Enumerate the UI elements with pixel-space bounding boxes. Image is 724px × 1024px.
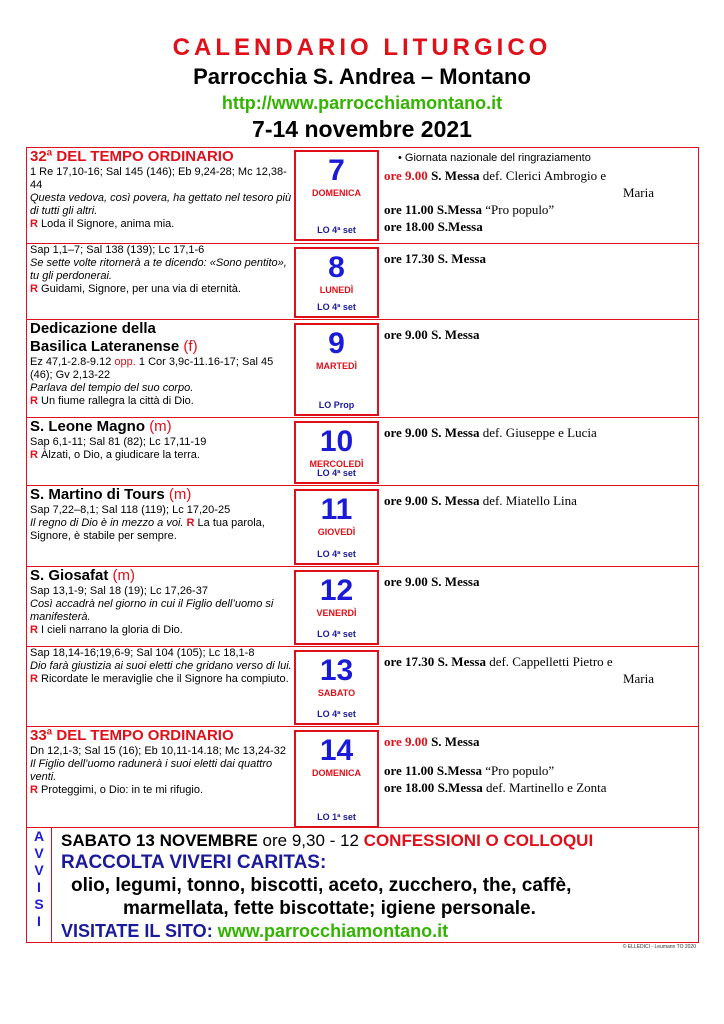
gospel-quote: Così accadrà nel giorno in cui il Figlio dell’uomo si manifesterà. [30,598,274,623]
day-of-week: DOMENICA [312,768,361,778]
liturgy-readings [30,244,292,296]
reading-refs [30,745,292,758]
liturgy-readings [30,320,292,408]
celebration-rank: (m) [168,486,192,503]
mass-schedule [384,733,696,796]
mass-time: ore 9.00 [384,574,428,589]
mass-label: S.Messa [436,202,482,217]
mass-time: ore 9.00 [384,327,428,342]
reading-refs [30,585,292,598]
celebration-title [30,727,292,745]
reading-refs [30,504,292,517]
mass-schedule [384,250,696,267]
notice-caritas-title: RACCOLTA VIVERI CARITAS: [61,852,327,873]
gospel-quote: Parlava del tempio del suo corpo. [30,382,194,394]
notice-website-link[interactable]: www.parrocchiamontano.it [217,921,449,941]
liturgy-of-hours: LO Prop [318,400,355,410]
psalm-response-line [30,784,292,797]
mass-entry [384,167,696,184]
reading-refs-text: Sap 18,14-16;19,6-9; Sal 104 (105); Lc 18,1-8 [30,647,255,659]
response-mark: R [30,624,38,636]
response-mark: R [30,784,38,796]
mass-entry [384,573,696,590]
psalm-response: Proteggimi, o Dio: in te mi rifugio. [41,784,204,796]
psalm-response-line [30,283,292,296]
mass-time: ore 18.00 [384,219,435,234]
mass-label: S. Messa [431,168,480,183]
mass-label: S. Messa [431,327,480,342]
reading-refs-text: Sap 13,1-9; Sal 18 (19); Lc 17,26-37 [30,585,208,597]
celebration-title-text: S. Martino di Tours [30,486,165,503]
psalm-response-line [30,624,292,637]
mass-entry [384,733,696,750]
celebration-title-text: S. Leone Magno [30,418,146,435]
celebration-title [30,320,292,338]
mass-intention-cont: Maria [622,185,654,200]
mass-label: S. Messa [437,251,486,266]
notice-confessions-date: SABATO 13 NOVEMBRE [61,831,258,850]
liturgy-of-hours: LO 4ª set [317,549,356,559]
liturgy-of-hours: LO 4ª set [317,468,356,478]
response-mark: R [30,218,38,230]
mass-label: S.Messa [437,219,483,234]
day-row [27,485,698,566]
reading-refs [30,244,292,257]
notice-confessions-label: CONFESSIONI O COLLOQUI [363,831,594,850]
reading-refs [30,166,292,192]
psalm-response-line [30,673,292,686]
mass-label: S. Messa [431,734,480,749]
mass-label: S. Messa [431,425,480,440]
avvisi-letter: A [33,828,45,844]
day-box [294,489,379,565]
mass-schedule [384,424,696,441]
celebration-title [30,148,292,166]
psalm-response: Guidami, Signore, per una via di eternità. [41,283,241,295]
day-box [294,650,379,725]
avvisi-letter: V [34,845,44,861]
day-box [294,150,379,241]
mass-entry [384,326,696,343]
response-mark: R [30,283,38,295]
reading-refs-text-2: 1 Cor 3,9c-11.16-17; Sal 45 (46); Gv 2,13-22 [30,356,274,381]
mass-label: S. Messa [431,493,480,508]
mass-intention: “Pro populo” [485,202,555,217]
liturgy-readings [30,647,292,686]
copyright-note: © ELLEDICI - Leumann TO 2020 [622,944,696,950]
psalm-response: La tua parola, Signore, è stabile per sempre. [30,517,265,542]
mass-intention: “Pro populo” [485,763,555,778]
avvisi-letter: I [37,879,41,895]
mass-entry [384,779,696,796]
psalm-response-line [30,218,292,231]
notice-website [61,921,448,942]
mass-label: S.Messa [437,780,483,795]
day-number: 7 [328,154,345,187]
mass-intention: def. Cappelletti Pietro e [489,654,613,669]
notice-caritas-items-2: marmellata, fette biscottate; igiene personale. [123,898,536,919]
psalm-response: I cieli narrano la gloria di Dio. [41,624,183,636]
gospel-quote: Il regno di Dio è in mezzo a voi. [30,517,184,529]
day-row [27,319,698,417]
day-box [294,323,379,416]
day-row [27,566,698,646]
gospel-quote: Dio farà giustizia ai suoi eletti che gridano verso di lui. [30,660,292,672]
day-of-week: VENERDÌ [316,608,357,618]
psalm-response: Loda il Signore, anima mia. [41,218,175,230]
celebration-title [30,486,292,504]
day-box [294,570,379,645]
liturgy-readings [30,727,292,797]
mass-schedule [384,150,696,235]
celebration-rank: (m) [149,418,172,435]
reading-refs [30,647,292,660]
day-number: 12 [319,574,354,607]
mass-time: ore 11.00 [384,202,434,217]
day-row [27,726,698,829]
mass-schedule [384,492,696,509]
day-box [294,730,379,828]
reading-refs-text: Sap 7,22–8,1; Sal 118 (119); Lc 17,20-25 [30,504,231,516]
response-mark: R [30,395,38,407]
psalm-response: Ricordate le meraviglie che il Signore ha compiuto. [41,673,289,685]
gospel-quote: Se sette volte ritornerà a te dicendo: «Sono pentito», tu gli perdonerai. [30,257,287,282]
mass-intention: def. Martinello e Zonta [485,780,607,795]
notice-confessions-time: ore 9,30 - 12 [262,831,359,850]
liturgy-of-hours: LO 4ª set [317,302,356,312]
celebration-rank: (f) [183,338,198,355]
date-range: 7-14 novembre 2021 [252,116,472,142]
day-of-week: LUNEDÌ [319,285,354,295]
mass-label: S. Messa [431,574,480,589]
mass-intention: def. Clerici Ambrogio e [482,168,607,183]
notice-caritas-items-1: olio, legumi, tonno, biscotti, aceto, zucchero, the, caffè, [71,875,572,896]
mass-entry [384,762,696,779]
mass-time: ore 9.00 [384,493,428,508]
reading-refs [30,436,292,449]
avvisi-letter: V [34,862,44,878]
day-row [27,148,698,243]
mass-schedule [384,653,696,687]
celebration-title [30,567,292,585]
mass-time: ore 9.00 [384,734,428,749]
response-mark: R [30,673,38,685]
reading-refs-text: Ez 47,1-2.8-9.12 [30,356,112,368]
psalm-response: Un fiume rallegra la città di Dio. [41,395,194,407]
gospel-quote: Questa vedova, così povera, ha gettato nel tesoro più di tutti gli altri. [30,192,292,217]
mass-entry [384,424,696,441]
liturgy-readings [30,567,292,637]
day-number: 10 [319,425,354,458]
response-mark: R [186,517,195,529]
liturgy-readings [30,486,292,543]
mass-label: S.Messa [436,763,482,778]
mass-time: ore 17.30 [384,251,435,266]
reading-refs-text: Dn 12,1-3; Sal 15 (16); Eb 10,11-14.18; Mc 13,24-32 [30,745,287,757]
avvisi-letter: I [37,913,41,929]
mass-entry [384,218,696,235]
avvisi-side-label [27,828,52,942]
liturgy-of-hours: LO 4ª set [317,225,356,235]
day-box [294,247,379,318]
celebration-title-text: S. Giosafat [30,567,109,584]
gospel-quote: Il Figlio dell’uomo radunerà i suoi eletti dai quattro venti. [30,758,273,783]
mass-label: S. Messa [437,654,486,669]
mass-entry [384,492,696,509]
day-number: 11 [320,493,353,526]
liturgy-readings [30,418,292,462]
day-row [27,243,698,319]
liturgy-of-hours: LO 1ª set [317,812,356,822]
mass-intention: def. Giuseppe e Lucia [482,425,597,440]
mass-entry [384,653,696,670]
parish-name: Parrocchia S. Andrea – Montano [193,64,531,89]
day-of-week: SABATO [317,688,356,698]
mass-time: ore 11.00 [384,763,434,778]
avvisi-letter: S [34,896,44,912]
psalm-response-line [30,449,292,462]
notice-website-label: VISITATE IL SITO: [61,921,213,941]
calendar-title: CALENDARIO LITURGICO [172,34,552,61]
psalm-response: Àlzati, o Dio, a giudicare la terra. [41,449,200,461]
day-box [294,421,379,484]
mass-intention-cont: Maria [622,671,654,686]
reading-alt-marker: opp. [114,356,136,368]
celebration-title-2-text: Basilica Lateranense [30,338,180,355]
day-of-week: MARTEDÌ [316,361,357,371]
notice-confessions [61,831,593,851]
day-number: 8 [328,251,345,284]
mass-entry [384,201,696,218]
notices-section [26,828,699,943]
mass-time: ore 18.00 [384,780,435,795]
celebration-title-text: 33ª DEL TEMPO ORDINARIO [30,727,234,744]
mass-intention: def. Miatello Lina [482,493,577,508]
day-number: 14 [319,734,354,767]
celebration-title [30,418,292,436]
liturgical-calendar-table [26,147,699,828]
celebration-title-2 [30,338,292,356]
day-number: 9 [328,327,345,360]
celebration-title-text: Dedicazione della [30,320,156,337]
day-row [27,646,698,726]
day-of-week: MERCOLEDÌ [309,459,364,469]
mass-entry [384,250,696,267]
mass-time: ore 9.00 [384,425,428,440]
parish-url[interactable]: http://www.parrocchiamontano.it [221,93,503,113]
psalm-response-line [30,395,292,408]
mass-time: ore 9.00 [384,168,428,183]
day-of-week: GIOVEDÌ [317,527,356,537]
celebration-rank: (m) [112,567,136,584]
reading-refs-text: Sap 1,1–7; Sal 138 (139); Lc 17,1-6 [30,244,205,256]
reading-refs [30,356,292,382]
liturgy-readings [30,148,292,231]
notice-bullet: • Giornata nazionale del ringraziamento [398,152,591,164]
day-of-week: DOMENICA [312,188,361,198]
day-number: 13 [319,654,354,687]
reading-refs-text: 1 Re 17,10-16; Sal 145 (146); Eb 9,24-28; Mc 12,38-44 [30,166,287,191]
mass-schedule [384,326,696,343]
liturgy-of-hours: LO 4ª set [317,709,356,719]
notice-bullet-text: Giornata nazionale del ringraziamento [404,152,591,164]
mass-time: ore 17.30 [384,654,435,669]
liturgy-of-hours: LO 4ª set [317,629,356,639]
reading-refs-text: Sap 6,1-11; Sal 81 (82); Lc 17,11-19 [30,436,207,448]
mass-schedule [384,573,696,590]
day-row [27,417,698,485]
celebration-title-text: 32ª DEL TEMPO ORDINARIO [30,148,234,165]
response-mark: R [30,449,38,461]
